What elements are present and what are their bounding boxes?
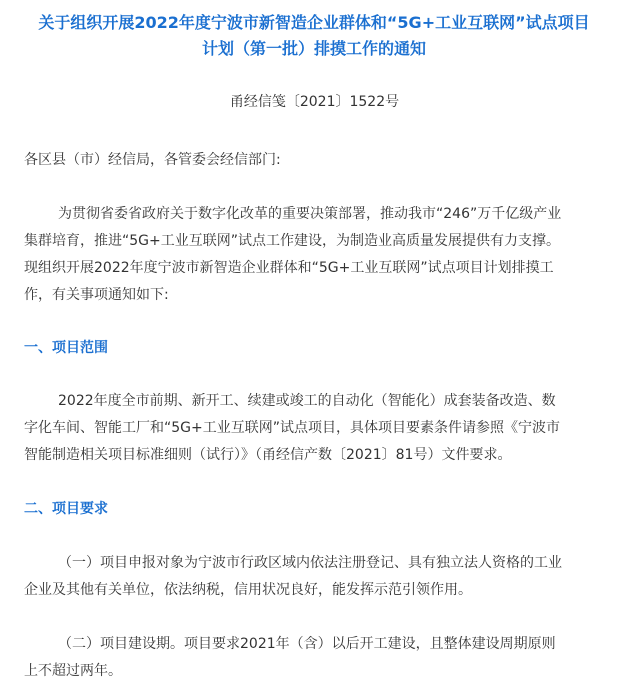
document-number: 甬经信笺〔2021〕1522号 <box>229 94 400 110</box>
paragraph-line: 集群培育，推进“5G+工业互联网”试点工作建设，为制造业高质量发展提供有力支撑。 <box>24 233 560 249</box>
section-heading-requirements: 二、项目要求 <box>24 501 108 517</box>
paragraph-line: 上不超过两年。 <box>24 663 122 679</box>
section-heading-scope: 一、项目范围 <box>24 340 108 356</box>
requirement-item-1 <box>24 550 608 604</box>
paragraph-line: 2022年度全市前期、新开工、续建或竣工的自动化（智能化）成套装备改造、数 <box>58 393 556 409</box>
paragraph-line: 现组织开展2022年度宁波市新智造企业群体和“5G+工业互联网”试点项目计划排摸工 <box>24 260 554 276</box>
paragraph-line: （一）项目申报对象为宁波市行政区域内依法注册登记、具有独立法人资格的工业 <box>58 555 562 571</box>
paragraph-line: 企业及其他有关单位，依法纳税，信用状况良好，能发挥示范引领作用。 <box>24 582 472 598</box>
scope-paragraph <box>24 388 608 469</box>
paragraph-line: 为贯彻省委省政府关于数字化改革的重要决策部署，推动我市“246”万千亿级产业 <box>58 206 562 222</box>
notice-title-line-1: 关于组织开展2022年度宁波市新智造企业群体和“5G+工业互联网”试点项目 <box>38 13 590 32</box>
addressee <box>24 147 608 174</box>
paragraph-line: （二）项目建设期。项目要求2021年（含）以后开工建设，且整体建设周期原则 <box>58 636 556 652</box>
intro-paragraph <box>24 201 608 309</box>
notice-title <box>14 10 614 62</box>
notice-title-line-2: 计划（第一批）排摸工作的通知 <box>201 39 426 58</box>
paragraph-line: 作，有关事项通知如下: <box>24 287 169 303</box>
paragraph-line: 字化车间、智能工厂和“5G+工业互联网”试点项目，具体项目要素条件请参照《宁波市 <box>24 420 560 436</box>
requirement-item-2 <box>24 631 608 685</box>
addressee-line: 各区县（市）经信局，各管委会经信部门: <box>24 152 281 168</box>
paragraph-line: 智能制造相关项目标准细则（试行）》（甬经信产数〔2021〕81号）文件要求。 <box>24 447 512 463</box>
